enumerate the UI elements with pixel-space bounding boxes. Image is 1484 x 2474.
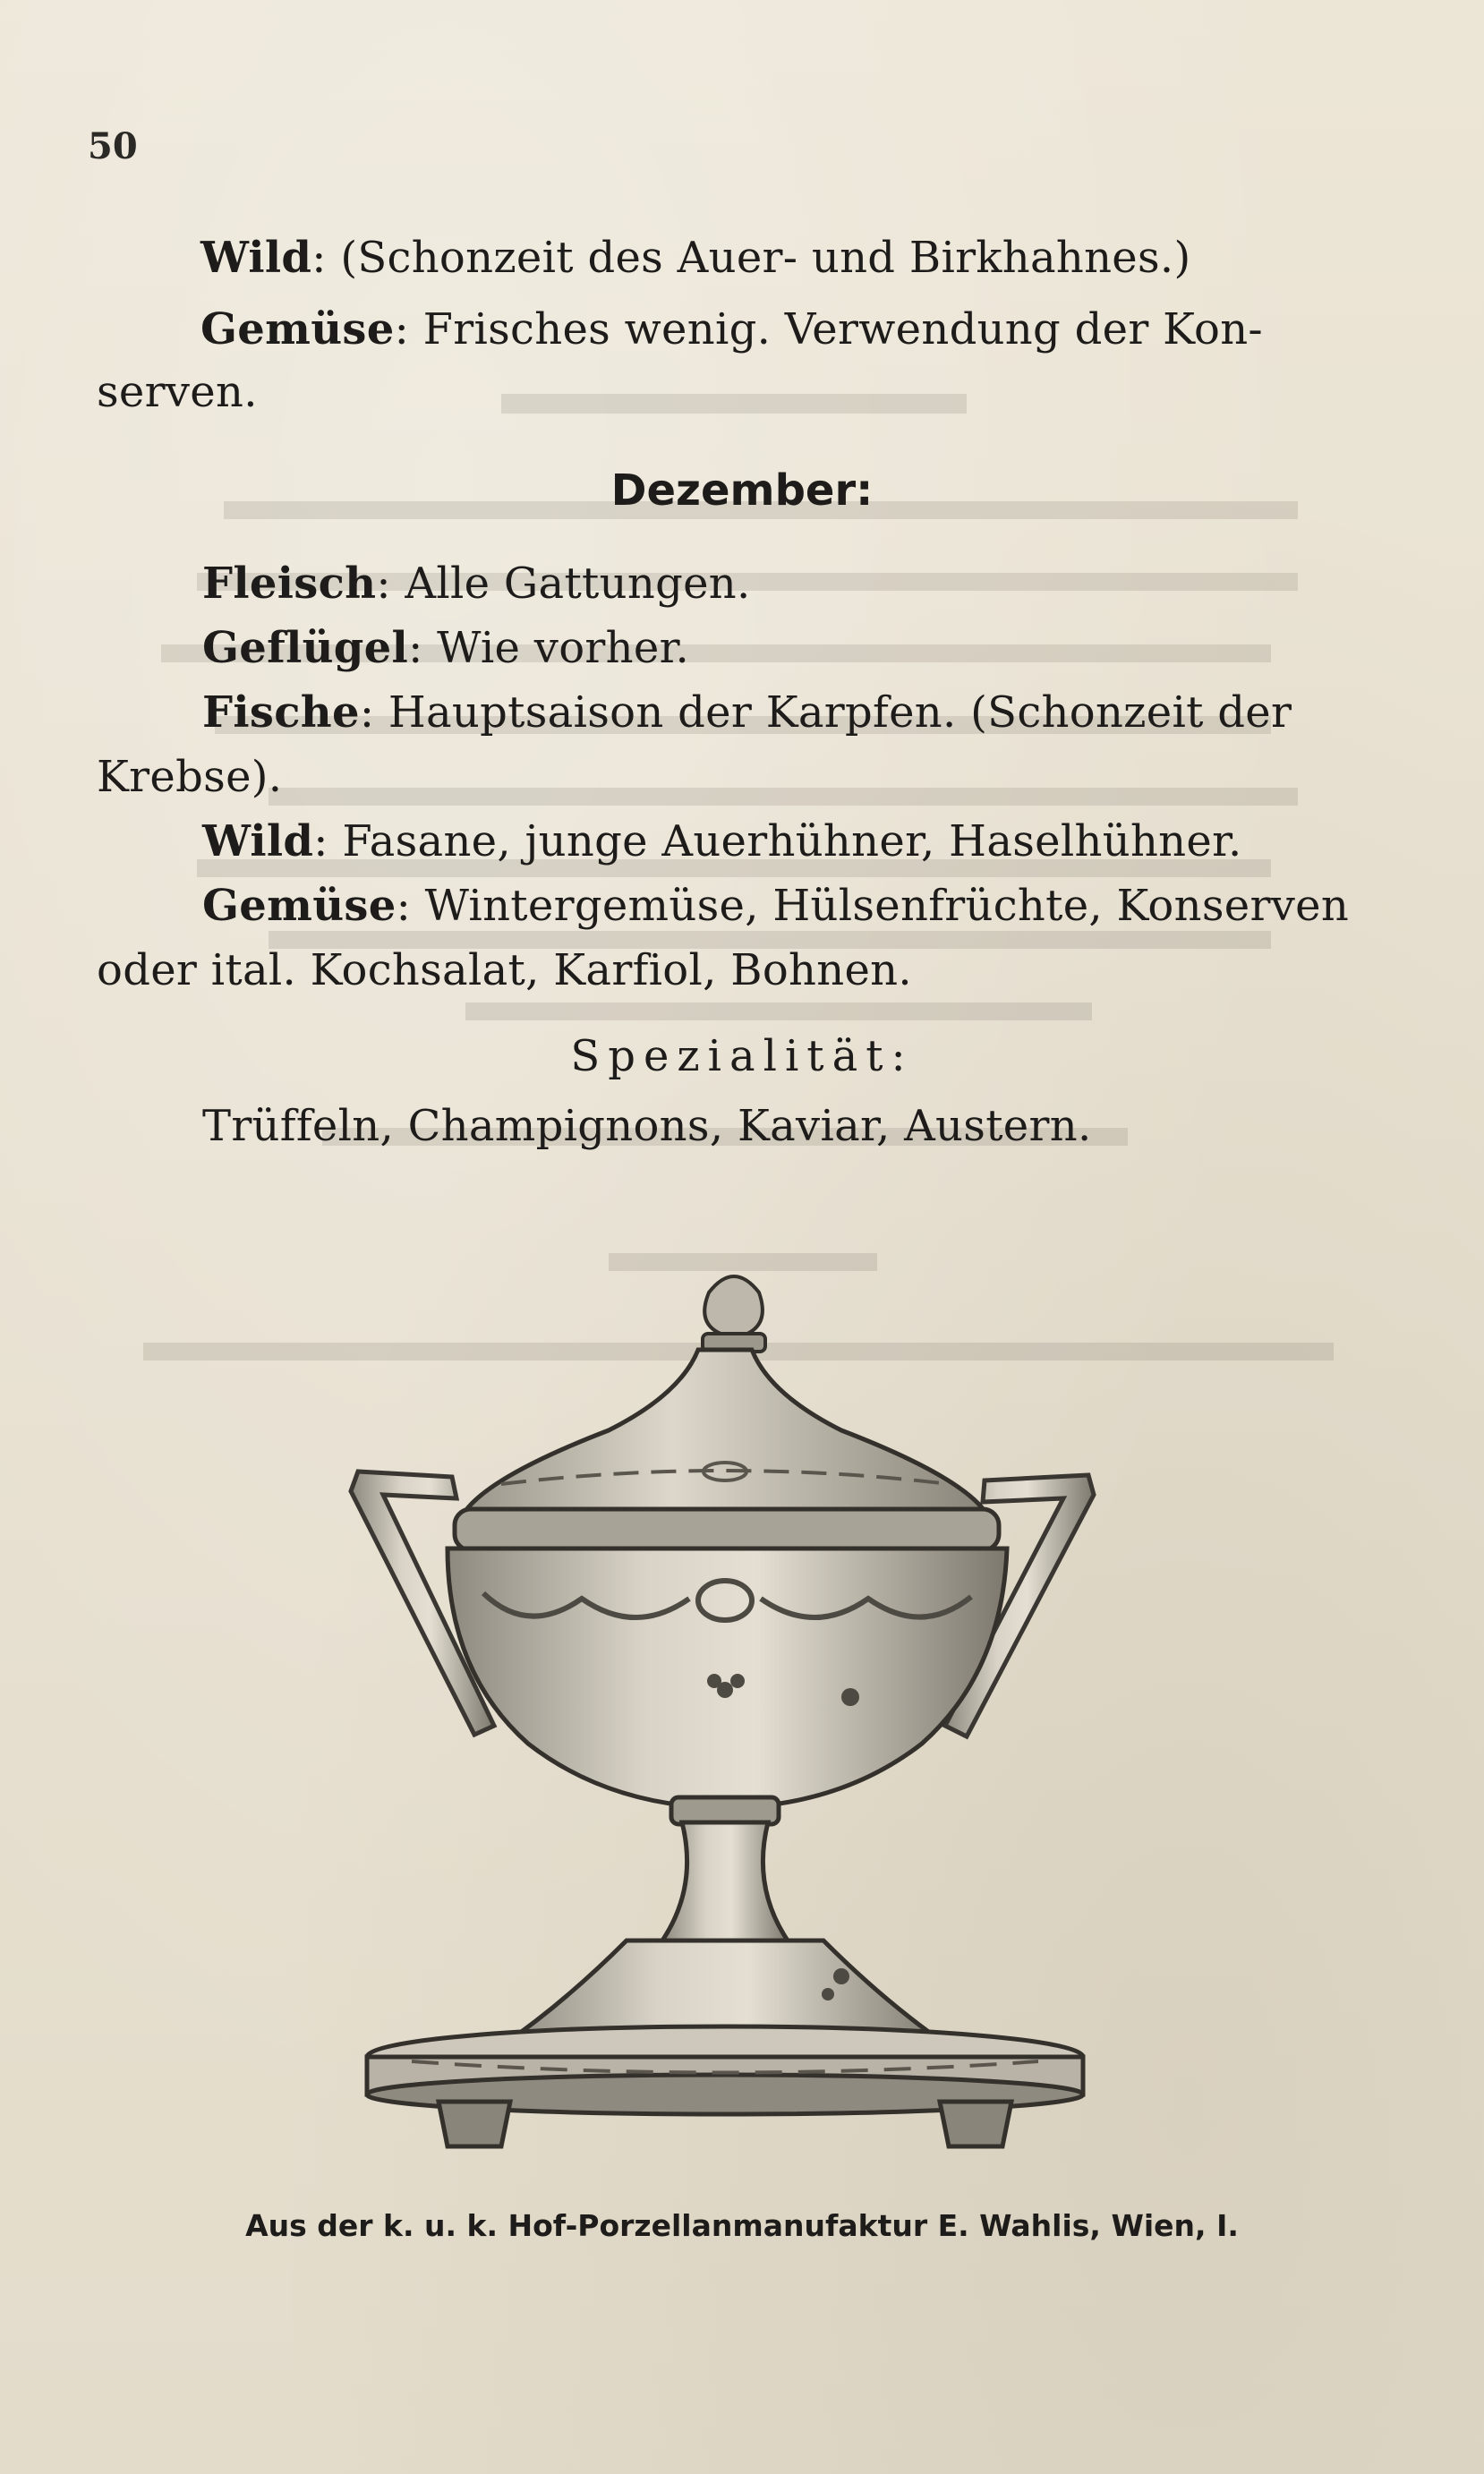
text-wild: : (Schonzeit des Auer- und Birkhahnes.) [311,233,1191,283]
entry-fleisch [202,548,751,619]
entry-text: : Wie vorher. [408,623,690,673]
entry-label: Fische [202,687,360,738]
entry-label: Geflügel [202,623,409,673]
page-number: 50 [88,125,138,167]
entry-gemuese [202,870,1349,942]
tureen-illustration [340,1260,1110,2173]
entry-label: Wild [202,816,314,866]
entry-fische [202,677,1292,748]
label-wild: Wild [200,233,312,283]
section-heading: Dezember: [610,465,874,516]
porcelain-tureen-icon [340,1260,1110,2173]
entry-text: : Wintergemüse, Hülsenfrüchte, Konserven [396,881,1350,931]
special-heading: Spezialität: [570,1031,914,1081]
text-gemuese: : Frisches wenig. Verwendung der Kon- [394,304,1263,354]
entry-fische-cont: Krebse). [97,752,283,802]
entry-gemuese-cont: oder ital. Kochsalat, Karfiol, Bohnen. [97,945,912,995]
entry-label: Fleisch [202,559,377,609]
entry-text: : Hauptsaison der Karpfen. (Schonzeit der [359,687,1292,738]
label-gemuese: Gemüse [200,304,395,354]
entry-wild [202,806,1242,877]
illustration-caption: Aus der k. u. k. Hof-Porzellanmanufaktur E. Wahlis, Wien, I. [245,2208,1239,2243]
entry-gefluegel [202,612,689,684]
line-gemuese-prev [200,294,1263,365]
line-wild-prev [200,222,1191,294]
line-continuation: serven. [97,367,258,417]
entry-text: : Fasane, junge Auerhühner, Haselhühner. [313,816,1242,866]
special-text: Trüffeln, Champignons, Kaviar, Austern. [202,1101,1092,1151]
entry-label: Gemüse [202,881,397,931]
entry-text: : Alle Gattungen. [376,559,751,609]
